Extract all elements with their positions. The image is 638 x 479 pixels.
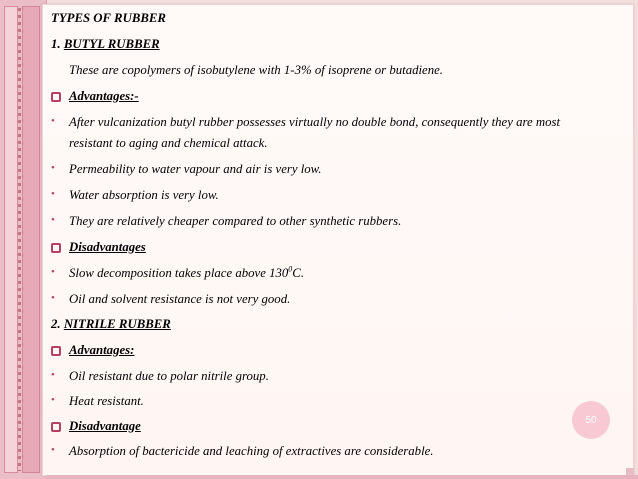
checkbox-bullet-icon [51, 92, 61, 102]
slide-title: TYPES OF RUBBER [51, 11, 166, 25]
bullet-dot-icon: • [51, 369, 55, 381]
temp-text: Slow decomposition takes place above 130 [69, 266, 289, 280]
checkbox-bullet-icon [51, 346, 61, 356]
section2-title: NITRILE RUBBER [63, 317, 171, 331]
superscript: 0 [288, 264, 293, 274]
section1-intro: These are copolymers of isobutylene with 1-3% of isoprene or butadiene. [69, 63, 444, 77]
section1-number: 1. [51, 37, 61, 51]
advantages-label: Advantages: [69, 343, 135, 357]
list-item-text: Oil resistant due to polar nitrile group. [69, 369, 269, 383]
list-item-text: After vulcanization butyl rubber possesses virtually no double bond, consequently they are most [69, 115, 561, 129]
list-item-text [69, 266, 304, 281]
bullet-dot-icon: • [51, 266, 55, 278]
side-band-2 [22, 6, 40, 473]
list-item-text: Oil and solvent resistance is not very good. [69, 292, 291, 306]
section2-heading [51, 317, 171, 332]
list-item-text: resistant to aging and chemical attack. [69, 136, 268, 150]
list-item-text: Heat resistant. [69, 394, 144, 408]
bullet-dot-icon: • [51, 214, 55, 226]
section1-heading [51, 37, 160, 52]
slide-page [42, 4, 634, 476]
bullet-dot-icon: • [51, 394, 55, 406]
section2-number: 2. [51, 317, 61, 331]
checkbox-bullet-icon [51, 422, 61, 432]
bullet-dot-icon: • [51, 444, 55, 456]
side-band [4, 6, 18, 473]
list-item-text: Water absorption is very low. [69, 188, 219, 202]
bullet-dot-icon: • [51, 115, 55, 127]
list-item-text: Absorption of bactericide and leaching of extractives are considerable. [69, 444, 434, 458]
decorative-side-strip [0, 0, 47, 479]
disadvantages-label: Disadvantages [69, 240, 146, 254]
bullet-dot-icon: • [51, 162, 55, 174]
page-number-badge: 50 [572, 401, 610, 439]
section1-title: BUTYL RUBBER [63, 37, 160, 51]
bullet-dot-icon: • [51, 188, 55, 200]
advantages-label: Advantages:- [69, 89, 139, 103]
unit-text: C. [292, 266, 305, 280]
list-item-text: Permeability to water vapour and air is very low. [69, 162, 322, 176]
list-item-text: They are relatively cheaper compared to other synthetic rubbers. [69, 214, 402, 228]
bottom-border [46, 475, 638, 479]
bullet-dot-icon: • [51, 292, 55, 304]
disadvantages-label: Disadvantage [69, 419, 141, 433]
checkbox-bullet-icon [51, 243, 61, 253]
stitch-line [18, 8, 21, 471]
